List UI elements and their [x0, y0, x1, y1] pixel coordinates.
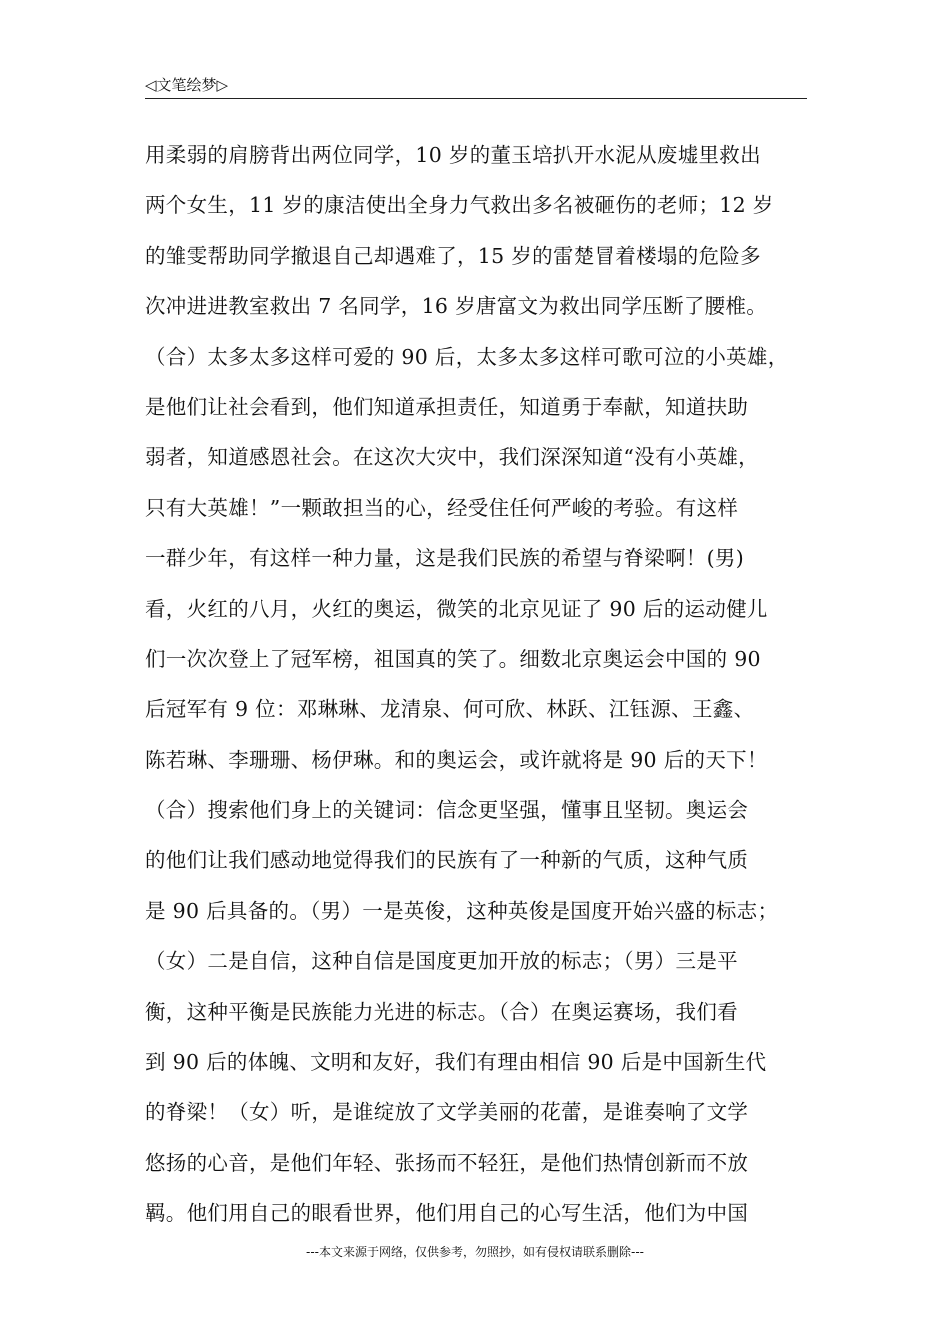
text-line: 看，火红的八月，火红的奥运，微笑的北京见证了 90 后的运动健儿: [145, 596, 768, 621]
text-line: 后冠军有 9 位：邓琳琳、龙清泉、何可欣、林跃、江钰源、王鑫、: [145, 697, 755, 722]
text-line: 们一次次登上了冠军榜，祖国真的笑了。细数北京奥运会中国的 90: [145, 646, 761, 671]
text-line: 两个女生，11 岁的康洁使出全身力气救出多名被砸伤的老师；12 岁: [145, 193, 774, 218]
text-line: 的雏雯帮助同学撤退自己却遇难了，15 岁的雷楚冒着楼塌的危险多: [145, 243, 761, 268]
text-line: 到 90 后的体魄、文明和友好，我们有理由相信 90 后是中国新生代: [145, 1050, 767, 1075]
text-line: 的脊梁！（女）听，是谁绽放了文学美丽的花蕾，是谁奏响了文学: [145, 1100, 749, 1125]
page-header: [145, 74, 807, 99]
text-line: 一群少年，有这样一种力量，这是我们民族的希望与脊梁啊！(男): [145, 546, 744, 571]
page-footer: ---本文来源于网络，仅供参考，勿照抄，如有侵权请联系删除---: [306, 1245, 644, 1259]
text-line: 衡，这种平衡是民族能力光进的标志。（合）在奥运赛场，我们看: [145, 999, 738, 1024]
document-body: [145, 130, 825, 1239]
text-line: 用柔弱的肩膀背出两位同学，10 岁的董玉培扒开水泥从废墟里救出: [145, 143, 761, 167]
header-title: ◁文笔绘梦▷: [145, 76, 229, 94]
text-line: 弱者，知道感恩社会。在这次大灾中，我们深深知道“没有小英雄，: [145, 445, 759, 470]
text-line: （合）太多太多这样可爱的 90 后，太多太多这样可歌可泣的小英雄，: [145, 344, 789, 369]
text-line: 悠扬的心音，是他们年轻、张扬而不轻狂，是他们热情创新而不放: [145, 1150, 749, 1175]
text-line: （女）二是自信，这种自信是国度更加开放的标志；（男）三是平: [145, 949, 738, 974]
text-line: 是 90 后具备的。（男）一是英俊，这种英俊是国度开始兴盛的标志；: [145, 898, 779, 923]
text-line: （合）搜索他们身上的关键词：信念更坚强，懂事且坚韧。奥运会: [145, 798, 749, 823]
text-line: 次冲进进教室救出 7 名同学，16 岁唐富文为救出同学压断了腰椎。: [145, 294, 768, 319]
text-line: 是他们让社会看到，他们知道承担责任，知道勇于奉献，知道扶助: [145, 394, 749, 419]
text-line: 羁。他们用自己的眼看世界，他们用自己的心写生活，他们为中国: [145, 1201, 749, 1226]
text-line: 只有大英雄！”一颗敢担当的心，经受住任何严峻的考验。有这样: [145, 495, 739, 520]
text-line: 陈若琳、李珊珊、杨伊琳。和的奥运会，或许就将是 90 后的天下！: [145, 747, 768, 772]
text-line: 的他们让我们感动地觉得我们的民族有了一种新的气质，这种气质: [145, 848, 749, 873]
